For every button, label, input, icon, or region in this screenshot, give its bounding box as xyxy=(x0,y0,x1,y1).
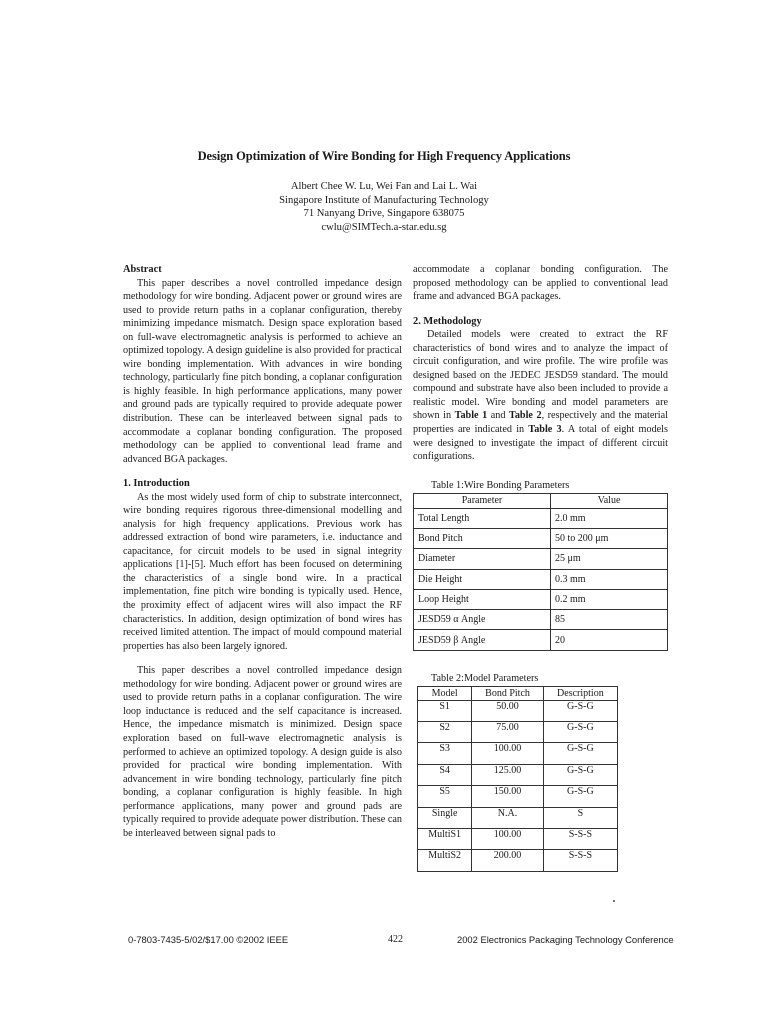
footer-conference: 2002 Electronics Packaging Technology Conference xyxy=(457,934,674,945)
abstract-text: This paper describes a novel controlled impedance design methodology for wire bonding. Adjacent power or ground wires are used to provide return paths in a coplanar configuration, thereby minimizing impedance mismatch. Design space exploration based on full-wave electromagnetic analysis is performed to achieve an optimized topology. A design guideline is also provided for practical wire bonding implementation. With advances in wire bonding technology, particularly fine pitch bonding, a coplanar configuration is highly feasible. In high performance applications, many power and ground pads are typically required to provide adequate power distribution. These can be interleaved between signal pads to accommodate a coplanar bonding configuration. The proposed methodology can be applied to conventional lead frame and advanced BGA packages. xyxy=(123,277,402,465)
model-parameters-table xyxy=(417,686,618,872)
table-row xyxy=(418,829,618,850)
table-row xyxy=(414,508,668,528)
table-cell: JESD59 α Angle xyxy=(414,610,551,630)
methodology-text-2: and xyxy=(487,410,509,422)
table-row xyxy=(418,807,618,828)
introduction-paragraph-1: As the most widely used form of chip to substrate interconnect, wire bonding requires rigorous three-dimensional modelling and analysis for high frequency applications. Previous work has addressed extraction of bond wire parameters, i.e. inductance and capacitance, for circuit models to be used in signal integrity applications [1]-[5]. Much effort has been focused on determining the characteristics of a single bond wire. In a practical implementation, fine pitch wire bonding is typically used. Hence, the proximity effect of adjacent wires will also impact the RF characteristics. In addition, design optimization of bond wires has received limited attention. The impact of mould compound material properties has also been largely ignored. xyxy=(123,491,402,652)
table-cell: MultiS2 xyxy=(418,850,472,871)
table-row xyxy=(418,850,618,871)
wire-bonding-parameters-table xyxy=(413,493,668,651)
table-cell: Diameter xyxy=(414,549,551,569)
table-cell: S1 xyxy=(418,700,472,721)
right-column xyxy=(413,263,668,872)
table-cell: 0.3 mm xyxy=(551,569,668,589)
author-names: Albert Chee W. Lu, Wei Fan and Lai L. Wai xyxy=(290,181,478,192)
table-cell: G-S-G xyxy=(543,700,617,721)
table-header-cell: Bond Pitch xyxy=(472,686,543,700)
methodology-text-3: , respectively and the material properties are indicated in xyxy=(413,410,668,435)
left-column xyxy=(123,263,402,840)
table-cell: S xyxy=(543,807,617,828)
table-cell: 150.00 xyxy=(472,786,543,807)
table-cell: Loop Height xyxy=(414,589,551,609)
table-cell: 85 xyxy=(551,610,668,630)
table-row xyxy=(414,630,668,650)
introduction-heading: 1. Introduction xyxy=(123,478,190,490)
table-header-cell: Description xyxy=(543,686,617,700)
footer-copyright: 0-7803-7435-5/02/$17.00 ©2002 IEEE xyxy=(128,934,289,945)
methodology-text-1: Detailed models were created to extract the RF characteristics of bond wires and to analyze the impact of circuit configuration, and wire profile. The wire profile was designed based on the JEDEC JESD59 standard. The mould compound and substrate have also been included to provide a realistic model. Wire bonding and model parameters are shown in xyxy=(413,329,668,422)
table-cell: 50 to 200 μm xyxy=(551,528,668,548)
table-row xyxy=(418,700,618,721)
table2-caption: Table 2:Model Parameters xyxy=(431,672,539,684)
table-cell: 0.2 mm xyxy=(551,589,668,609)
methodology-heading: 2. Methodology xyxy=(413,315,482,327)
table-cell: 25 μm xyxy=(551,549,668,569)
table3-reference: Table 3 xyxy=(528,423,562,435)
table2-reference: Table 2 xyxy=(508,410,542,422)
table-header-row xyxy=(418,686,618,700)
table-cell: S5 xyxy=(418,786,472,807)
table-cell: Total Length xyxy=(414,508,551,528)
table-cell: S-S-S xyxy=(543,829,617,850)
table-cell: G-S-G xyxy=(543,786,617,807)
table-row xyxy=(414,610,668,630)
table-cell: G-S-G xyxy=(543,764,617,785)
table-cell: 100.00 xyxy=(472,829,543,850)
table-row xyxy=(414,589,668,609)
table1-caption: Table 1:Wire Bonding Parameters xyxy=(431,479,570,491)
table-cell: Single xyxy=(418,807,472,828)
author-address: 71 Nanyang Drive, Singapore 638075 xyxy=(303,208,465,220)
author-institution: Singapore Institute of Manufacturing Technology xyxy=(279,194,489,206)
table-header-cell: Value xyxy=(551,493,668,508)
table-cell: 125.00 xyxy=(472,764,543,785)
table-cell: JESD59 β Angle xyxy=(414,630,551,650)
table-row xyxy=(418,743,618,764)
table-cell: 75.00 xyxy=(472,722,543,743)
table-cell: MultiS1 xyxy=(418,829,472,850)
table-row xyxy=(414,549,668,569)
table-row xyxy=(414,569,668,589)
table-cell: G-S-G xyxy=(543,722,617,743)
abstract-heading: Abstract xyxy=(123,264,162,275)
author-email: cwlu@SIMTech.a-star.edu.sg xyxy=(321,221,447,233)
scan-speck xyxy=(613,900,615,902)
table-header-row xyxy=(414,493,668,508)
table-cell: S-S-S xyxy=(543,850,617,871)
table-row xyxy=(418,786,618,807)
table-row xyxy=(414,528,668,548)
table-cell: Die Height xyxy=(414,569,551,589)
table-row xyxy=(418,764,618,785)
table-cell: 20 xyxy=(551,630,668,650)
paper-title: Design Optimization of Wire Bonding for High Frequency Applications xyxy=(197,149,571,163)
table-cell: G-S-G xyxy=(543,743,617,764)
author-block xyxy=(0,180,768,234)
table-cell: S2 xyxy=(418,722,472,743)
table-cell: S4 xyxy=(418,764,472,785)
methodology-paragraph xyxy=(413,328,668,463)
table-cell: 200.00 xyxy=(472,850,543,871)
table-header-cell: Model xyxy=(418,686,472,700)
table-cell: Bond Pitch xyxy=(414,528,551,548)
table-row xyxy=(418,722,618,743)
table-cell: 50.00 xyxy=(472,700,543,721)
table-cell: S3 xyxy=(418,743,472,764)
footer-page-number: 422 xyxy=(388,934,403,945)
table-header-cell: Parameter xyxy=(414,493,551,508)
table1-reference: Table 1 xyxy=(454,410,488,422)
methodology-text-4: . A total of eight models were designed to investigate the impact of different circuit configurations. xyxy=(413,423,668,463)
table-cell: 100.00 xyxy=(472,743,543,764)
table-cell: 2.0 mm xyxy=(551,508,668,528)
abstract-continuation: accommodate a coplanar bonding configuration. The proposed methodology can be applied to conventional lead frame and advanced BGA packages. xyxy=(413,264,668,303)
table-cell: N.A. xyxy=(472,807,543,828)
introduction-paragraph-2: This paper describes a novel controlled impedance design methodology for wire bonding. Adjacent power or ground wires are used to provide return paths in a coplanar configuration. The wire loop inductance is reduced and the self capacitance is increased. Hence, the impedance mismatch is minimized. Design space exploration based on full-wave electromagnetic analysis is performed to achieve an optimized topology. A design guide is also provided for practical wire bonding implementation. With advancement in wire bonding technology, particularly fine pitch bonding, a coplanar configuration is highly feasible. In high performance applications, many power and ground pads are typically required to provide adequate power distribution. These can be interleaved between signal pads to xyxy=(123,665,402,839)
